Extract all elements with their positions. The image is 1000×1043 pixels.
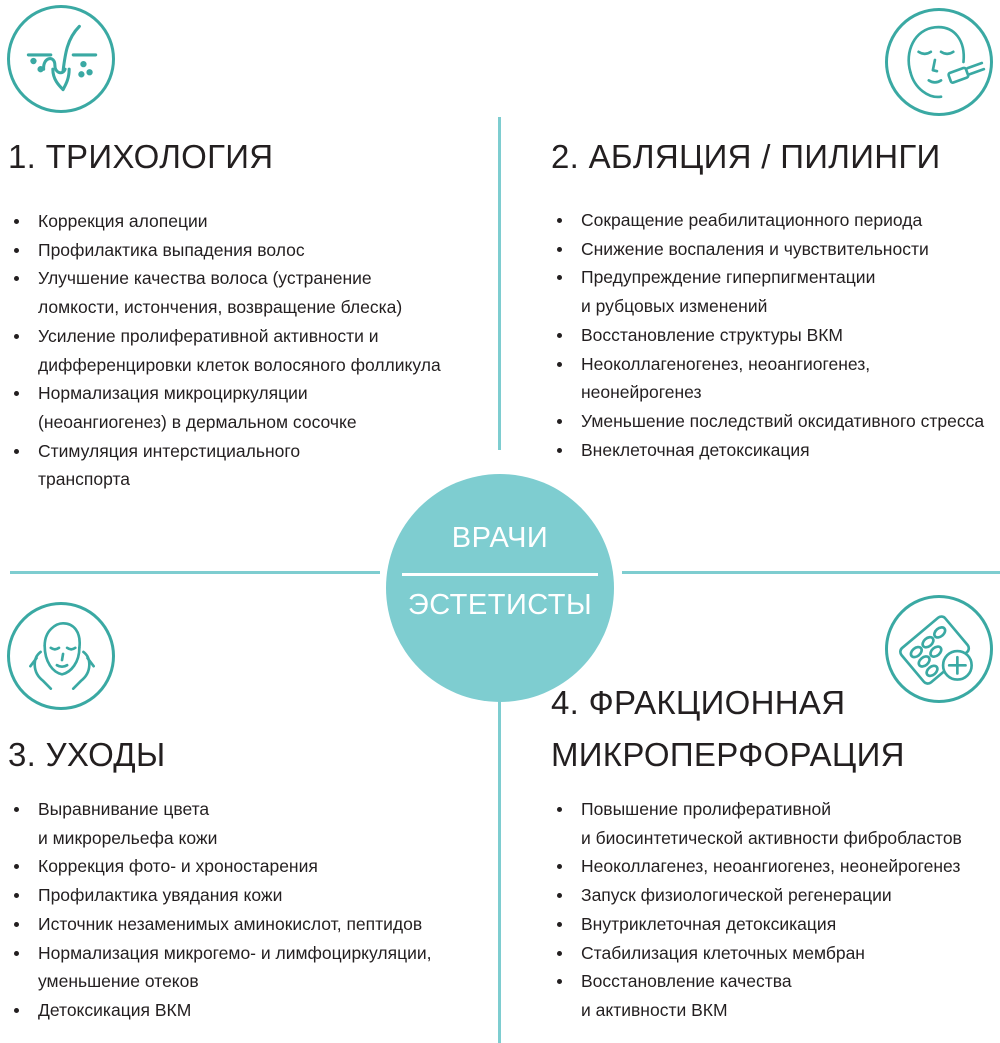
list-item: Внеклеточная детоксикация [553,436,1000,465]
ablation-list [553,206,1000,464]
list-item: Восстановление качества и активности ВКМ [553,967,1000,1024]
list-item: Неоколлагеногенез, неоангиогенез, неонейрогенез [553,350,1000,407]
center-divider [402,573,598,576]
list-item: Коррекция фото- и хроностарения [10,852,490,881]
section-title-care: 3. УХОДЫ [8,736,166,773]
list-item: Восстановление структуры ВКМ [553,321,1000,350]
section-title-fractional-line1: 4. ФРАКЦИОННАЯ [551,684,846,721]
list-item: Источник незаменимых аминокислот, пептидов [10,910,490,939]
list-item: Усиление пролиферативной активности и дифференцировки клеток волосяного фолликула [10,322,490,379]
list-item: Детоксикация ВКМ [10,996,490,1025]
list-item: Нормализация микроциркуляции (неоангиогенез) в дермальном сосочке [10,379,490,436]
list-item: Коррекция алопеции [10,207,490,236]
list-item: Стабилизация клеточных мембран [553,939,1000,968]
trichology-list [10,207,490,494]
list-item: Профилактика выпадения волос [10,236,490,265]
list-item: Предупреждение гиперпигментации и рубцовых изменений [553,263,1000,320]
list-item: Стимуляция интерстициального транспорта [10,437,490,494]
face-peeling-device-icon [885,8,993,116]
horizontal-divider-left [10,571,380,574]
list-item: Улучшение качества волоса (устранение ломкости, истончения, возвращение блеска) [10,264,490,321]
list-item: Профилактика увядания кожи [10,881,490,910]
center-label-estheticians: ЭСТЕТИСТЫ [407,589,593,621]
section-title-ablation: 2. АБЛЯЦИЯ / ПИЛИНГИ [551,138,941,175]
care-list [10,795,490,1025]
microneedle-cartridge-icon [885,595,993,703]
center-circle [386,474,614,702]
list-item: Внутриклеточная детоксикация [553,910,1000,939]
list-item: Запуск физиологической регенерации [553,881,1000,910]
list-item: Уменьшение последствий оксидативного стресса [553,407,1000,436]
list-item: Неоколлагенез, неоангиогенез, неонейрогенез [553,852,1000,881]
list-item: Выравнивание цвета и микрорельефа кожи [10,795,490,852]
fractional-list [553,795,1000,1025]
face-care-hands-icon [7,602,115,710]
hair-follicle-icon [7,5,115,113]
list-item: Повышение пролиферативной и биосинтетической активности фибробластов [553,795,1000,852]
center-label-doctors: ВРАЧИ [451,522,549,554]
list-item: Снижение воспаления и чувствительности [553,235,1000,264]
list-item: Сокращение реабилитационного периода [553,206,1000,235]
section-title-trichology: 1. ТРИХОЛОГИЯ [8,138,274,175]
vertical-divider-bottom [498,692,501,1043]
vertical-divider-top [498,117,501,450]
list-item: Нормализация микрогемо- и лимфоциркуляции, уменьшение отеков [10,939,490,996]
horizontal-divider-right [622,571,1000,574]
section-title-fractional-line2: МИКРОПЕРФОРАЦИЯ [551,736,905,773]
